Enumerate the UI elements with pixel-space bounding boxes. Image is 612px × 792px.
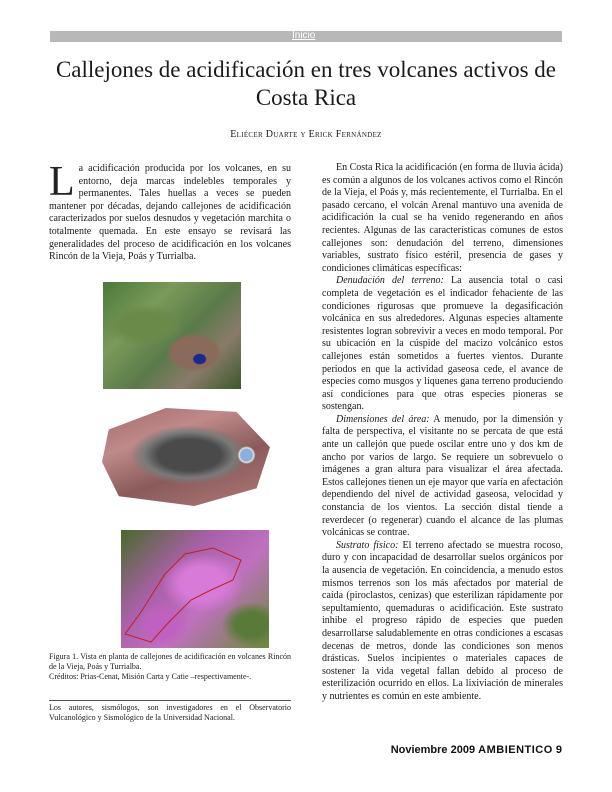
article-authors: Eliécer Duarte y Erick Fernández <box>230 129 382 140</box>
issue-date: Noviembre 2009 <box>390 744 476 756</box>
body-paragraph-4 <box>322 540 563 704</box>
body-paragraph-4-text: El terreno afectado se muestra rocoso, duro y con incapacidad de desarrollar suelos orgánicos por la ausencia de vegetación. En coincidencia, a menudo estos mismos terrenos son los más afectados por material de caída (piroclastos, cenizas) que esterilizan rápidamente por sepultamiento, quemaduras o acidificación. Este sustrato inhibe el progreso rápido de especies que pueden desarrollarse saludablemente en otras condiciones a escasas decenas de metros, donde las condiciones son menos drásticas. Suelos incipientes o materiales capaces de sostener la vida vegetal fallan debido al proceso de esterilización ocurrido en ellos. La lixiviación de minerales y nutrientes es común en este ambiente. <box>322 539 563 702</box>
top-bar <box>50 31 562 42</box>
body-paragraph-1: En Costa Rica la acidificación (en forma de lluvia ácida) es común a algunos de los volcanes activos como el Rincón de la Vieja, el Poás y, más recientemente, el Turrialba. En el pasado cercano, el volcán Arenal mantuvo una avenida de acidificación la cual se ha venido regenerando en años recientes. Algunas de las características comunes de estos callejones son: denudación del terreno, dimensiones variables, sustrato físico estéril, presencia de gases y condiciones climáticas específicas: <box>322 162 563 274</box>
subheading-dimensiones: Dimensiones del área: <box>336 413 430 425</box>
author-footnote: Los autores, sismólogos, son investigadores en el Observatorio Vulcanológico y Sismológico de la Universidad Nacional. <box>49 703 291 723</box>
body-paragraph-3-text: A menudo, por la dimensión y falta de perspectiva, el visitante no se percata de que está ante un callejón que puede oscilar entre uno y dos km de ancho por varios de largo. Se requiere un sobrevuelo o imágenes a gran altura para visualizar el área afectada. Estos callejones tienen un eje mayor que varía en afectación dependiendo del nivel de actividad gaseosa, velocidad y constancia de los vientos. La sección distal tiende a reverdecer (o regenerar) cuando el alcance de las plumas volcánicas se contrae. <box>322 413 564 539</box>
body-paragraph-3 <box>322 414 563 540</box>
lead-paragraph <box>49 159 291 264</box>
subheading-sustrato: Sustrato físico: <box>336 539 399 551</box>
body-column-right <box>322 162 563 704</box>
subheading-denudacion: Denudación del terreno: <box>336 275 444 287</box>
home-link[interactable]: Inicio <box>292 30 316 41</box>
satellite-image-rincon <box>103 282 241 389</box>
page-footer <box>391 744 562 756</box>
footnote-divider <box>49 700 291 701</box>
page-number: 9 <box>555 744 562 756</box>
magazine-name: AMBIENTICO <box>478 744 553 756</box>
body-paragraph-2-text: La ausencia total o casi completa de vegetación es el indicador fehaciente de las condiciones rigurosas que promueve la degasificación volcánica en sus alrededores. Algunas especies altamente resistentes logran sobrevivir a veces en modo temporal. Por su ubicación en la cúspide del macizo volcánico estos callejones están sometidos a fuertes vientos. Durante periodos en que la actividad gaseosa cede, el avance de especies como musgos y líquenes gana terreno produciendo así condiciones para que otras especies pioneras se sostengan. <box>322 275 563 413</box>
satellite-image-turrialba <box>121 530 269 648</box>
figure-caption-text: Figura 1. Vista en planta de callejones de acidificación en volcanes Rincón de la Vieja, Poás y Turrialba. <box>49 652 291 672</box>
article-title: Callejones de acidificación en tres volcanes activos de Costa Rica <box>55 57 557 110</box>
drop-cap: L <box>49 159 75 205</box>
lead-text: a acidificación producida por los volcanes, en su entorno, deja marcas indelebles temporales y permanentes. Tales huellas a veces se pueden mantener por décadas, dejando callejones de acidificación caracterizados por suelos desnudos y vegetación marchita o totalmente quemada. En este ensayo se revisará las generalidades del proceso de acidificación en los volcanes Rincón de la Vieja, Poás y Turrialba. <box>49 163 291 263</box>
figure-credits: Créditos: Prias-Cenat, Misión Carta y Catie –respectivamente-. <box>49 672 252 682</box>
satellite-image-poas <box>102 408 270 506</box>
body-paragraph-2 <box>322 275 563 414</box>
figure-caption <box>49 652 291 683</box>
acidification-outline <box>121 530 269 648</box>
